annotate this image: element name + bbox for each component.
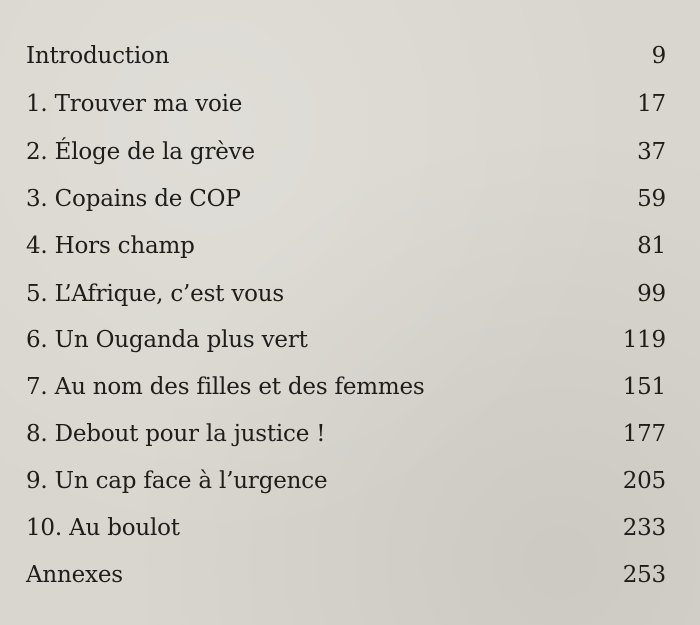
toc-entry-page: 37 <box>637 138 666 165</box>
toc-entry-chapter-1 <box>26 86 666 122</box>
toc-entry-chapter-4 <box>26 228 666 264</box>
toc-entry-page: 9 <box>651 42 666 69</box>
toc-entry-title: 4. Hors champ <box>26 232 195 259</box>
toc-entry-title: 8. Debout pour la justice ! <box>26 420 326 447</box>
toc-entry-page: 81 <box>637 232 666 259</box>
toc-entry-chapter-8 <box>26 416 666 452</box>
toc-entry-chapter-10 <box>26 510 666 546</box>
toc-entry-title: 2. Éloge de la grève <box>26 138 255 165</box>
toc-entry-page: 151 <box>622 373 666 400</box>
toc-entry-chapter-2 <box>26 134 666 170</box>
toc-entry-page: 17 <box>637 90 666 117</box>
toc-entry-page: 253 <box>622 561 666 588</box>
toc-entry-title: 10. Au boulot <box>26 514 180 541</box>
toc-entry-chapter-6 <box>26 322 666 358</box>
toc-entry-title: Annexes <box>26 561 123 588</box>
toc-entry-title: Introduction <box>26 42 170 69</box>
toc-entry-annexes <box>26 557 666 593</box>
toc-entry-title: 6. Un Ouganda plus vert <box>26 326 308 353</box>
toc-entry-introduction <box>26 38 666 74</box>
toc-entry-chapter-5 <box>26 276 666 312</box>
toc-entry-title: 1. Trouver ma voie <box>26 90 243 117</box>
toc-entry-page: 99 <box>637 280 666 307</box>
toc-entry-title: 3. Copains de COP <box>26 185 241 212</box>
toc-entry-title: 5. L’Afrique, c’est vous <box>26 280 284 307</box>
toc-entry-chapter-3 <box>26 181 666 217</box>
toc-entry-title: 7. Au nom des filles et des femmes <box>26 373 425 400</box>
toc-entry-title: 9. Un cap face à l’urgence <box>26 467 328 494</box>
toc-entry-chapter-7 <box>26 369 666 405</box>
toc-entry-page: 205 <box>622 467 666 494</box>
toc-entry-chapter-9 <box>26 463 666 499</box>
toc-entry-page: 233 <box>622 514 666 541</box>
toc-entry-page: 177 <box>622 420 666 447</box>
toc-entry-page: 119 <box>622 326 666 353</box>
toc-entry-page: 59 <box>637 185 666 212</box>
